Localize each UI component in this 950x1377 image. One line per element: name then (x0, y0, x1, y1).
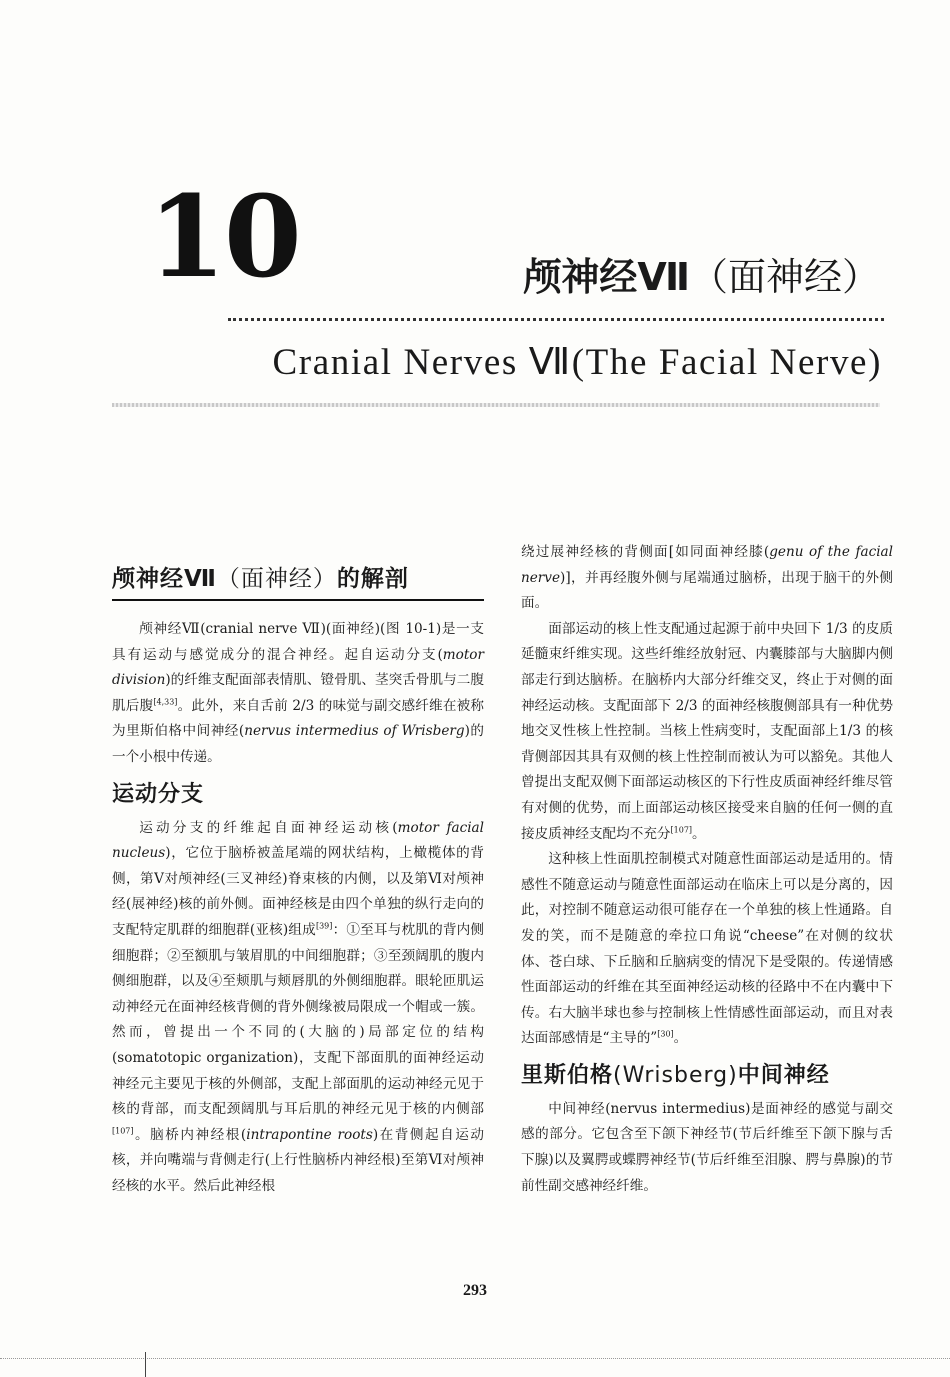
latin-term: intrapontine roots (246, 1126, 373, 1143)
text: 颅神经Ⅶ(cranial nerve Ⅶ)(面神经)(图 10-1)是一支具有运动与感觉成分的混合神经。起自运动分支( (112, 621, 484, 663)
text: 这种核上性面肌控制模式对随意性面部运动是适用的。情感性不随意运动与随意性面部运动在临床上可以是分离的，因此，对控制不随意运动很可能存在一个单独的核上性通路。自发的笑，而不是随意的牵拉口角说“cheese”在对侧的纹状体、苍白球、下丘脑和丘脑病变的情况下是受限的。传递情感性面部运动的纤维在其至面神经运动核的径路中不在内囊中下传。右大脑半球也参与控制核上性情感性面部运动，而且对表达面部感情是“主导的” (521, 851, 893, 1047)
citation: [4,33] (153, 697, 178, 707)
header-rule (112, 403, 880, 407)
footer-rule (0, 1358, 950, 1359)
text: )在背侧起自运动核，并向嘴端与背侧走行(上行性脑桥内神经根)至第Ⅵ对颅神经核的水平。然后此神经根 (112, 1126, 484, 1194)
paragraph-motor (112, 816, 484, 1200)
latin-term: motor division (112, 646, 484, 689)
citation: [39] (315, 921, 333, 931)
dotted-divider (228, 318, 884, 321)
paragraph-emotional (521, 847, 893, 1052)
text: 。 (673, 1030, 688, 1047)
paragraph-intro (112, 617, 484, 771)
paragraph-supranuclear (521, 617, 893, 847)
latin-term: motor facial nucleus (112, 819, 484, 862)
text: )的纤维支配面部表情肌、镫骨肌、茎突舌骨肌与二腹肌后腹 (112, 672, 484, 714)
chapter-number: 10 (148, 172, 300, 303)
text: ：①至耳与枕肌的背内侧细胞群；②至额肌与皱眉肌的中间细胞群；③至颈阔肌的腹内侧细胞群，以及④至颊肌与颊唇肌的外侧细胞群。眼轮匝肌运动神经元在面神经核背侧的背外侧缘被局限成一个帽或一簇。然而，曾提出一个不同的(大脑的)局部定位的结构(somatotopic organization)，支配下部面肌的面神经运动神经元主要见于核的外侧部，支配上部面肌的运动神经元见于核的背部，而支配颈阔肌与耳后肌的神经元见于核的内侧部 (112, 921, 485, 1118)
subheading-motor-branch: 运动分支 (112, 781, 205, 807)
heading-latin: (Wrisberg) (613, 1062, 738, 1088)
text: )，它位于脑桥被盖尾端的网状结构，上橄榄体的背侧，第Ⅴ对颅神经(三叉神经)脊束核的内侧，以及第Ⅵ对颅神经(展神经)核的前外侧。面神经核是由四个单独的纵行走向的支配特定肌群的细胞群(亚核)组成 (112, 845, 484, 938)
section-heading-bold: 颅神经Ⅶ (112, 566, 217, 592)
footer-tick (145, 1352, 146, 1377)
section-heading-tail: 的解剖 (336, 566, 409, 592)
citation: [30] (657, 1029, 674, 1039)
page-number: 293 (463, 1282, 487, 1299)
chapter-title-zh-bold: 颅神经Ⅶ (523, 255, 690, 299)
left-column (112, 560, 484, 1199)
citation: [107] (112, 1126, 134, 1136)
chapter-title-zh (523, 246, 880, 301)
text: 。 (692, 825, 706, 842)
citation: [107] (670, 825, 693, 834)
chapter-title-en: Cranial Nerves Ⅶ(The Facial Nerve) (272, 342, 882, 383)
text: 。此外，来自舌前 2/3 的味觉与副交感纤维在被称为里斯伯格中间神经( (112, 697, 484, 740)
text: 面部运动的核上性支配通过起源于前中央回下 1/3 的皮质延髓束纤维实现。这些纤维经放射冠、内囊膝部与大脑脚内侧部走行到达脑桥。在脑桥内大部分纤维交叉，终止于对侧的面神经运动核。支配面部下 2/3 的面神经核腹侧部具有一种优势地交叉性核上性控制。当核上性病变时，支配面部上1/3 的核背侧部因其具有双侧的核上性控制而被认为可以豁免。其他人曾提出支配双侧下面部运动核区的下行性皮质面神经纤维尽管有对侧的优势，而上面部运动核区接受来自脑的任何一侧的直接皮质神经支配均不充分 (521, 620, 893, 842)
section-heading-anatomy (112, 560, 484, 601)
latin-term: genu of the facial nerve (521, 544, 893, 586)
text: )的一个小根中传递。 (112, 723, 484, 765)
text: 。脑桥内神经根( (133, 1126, 247, 1143)
section-heading-paren: （面神经） (216, 566, 337, 592)
text: 运动分支的纤维起自面神经运动核( (139, 819, 398, 836)
paragraph-intermedius: 中间神经(nervus intermedius)是面神经的感觉与副交感的部分。它包含至下颌下神经节(节后纤维至下颌下腺与舌下腺)以及翼腭或蝶腭神经节(节后纤维至泪腺、腭与鼻腺)的节前性副交感神经纤维。 (521, 1100, 893, 1194)
heading-part: 中间神经 (737, 1062, 830, 1088)
right-column (521, 540, 893, 1199)
paragraph-continuation (521, 540, 893, 617)
latin-term: nervus intermedius of Wrisberg (244, 723, 465, 740)
chapter-title-zh-paren: （面神经） (689, 255, 880, 299)
text: 绕过展神经核的背侧面[如同面神经膝( (521, 544, 770, 560)
subheading-wrisberg (521, 1058, 893, 1089)
heading-part: 里斯伯格 (521, 1062, 614, 1088)
text: )]，并再经腹外侧与尾端通过脑桥，出现于脑干的外侧面。 (521, 569, 893, 612)
